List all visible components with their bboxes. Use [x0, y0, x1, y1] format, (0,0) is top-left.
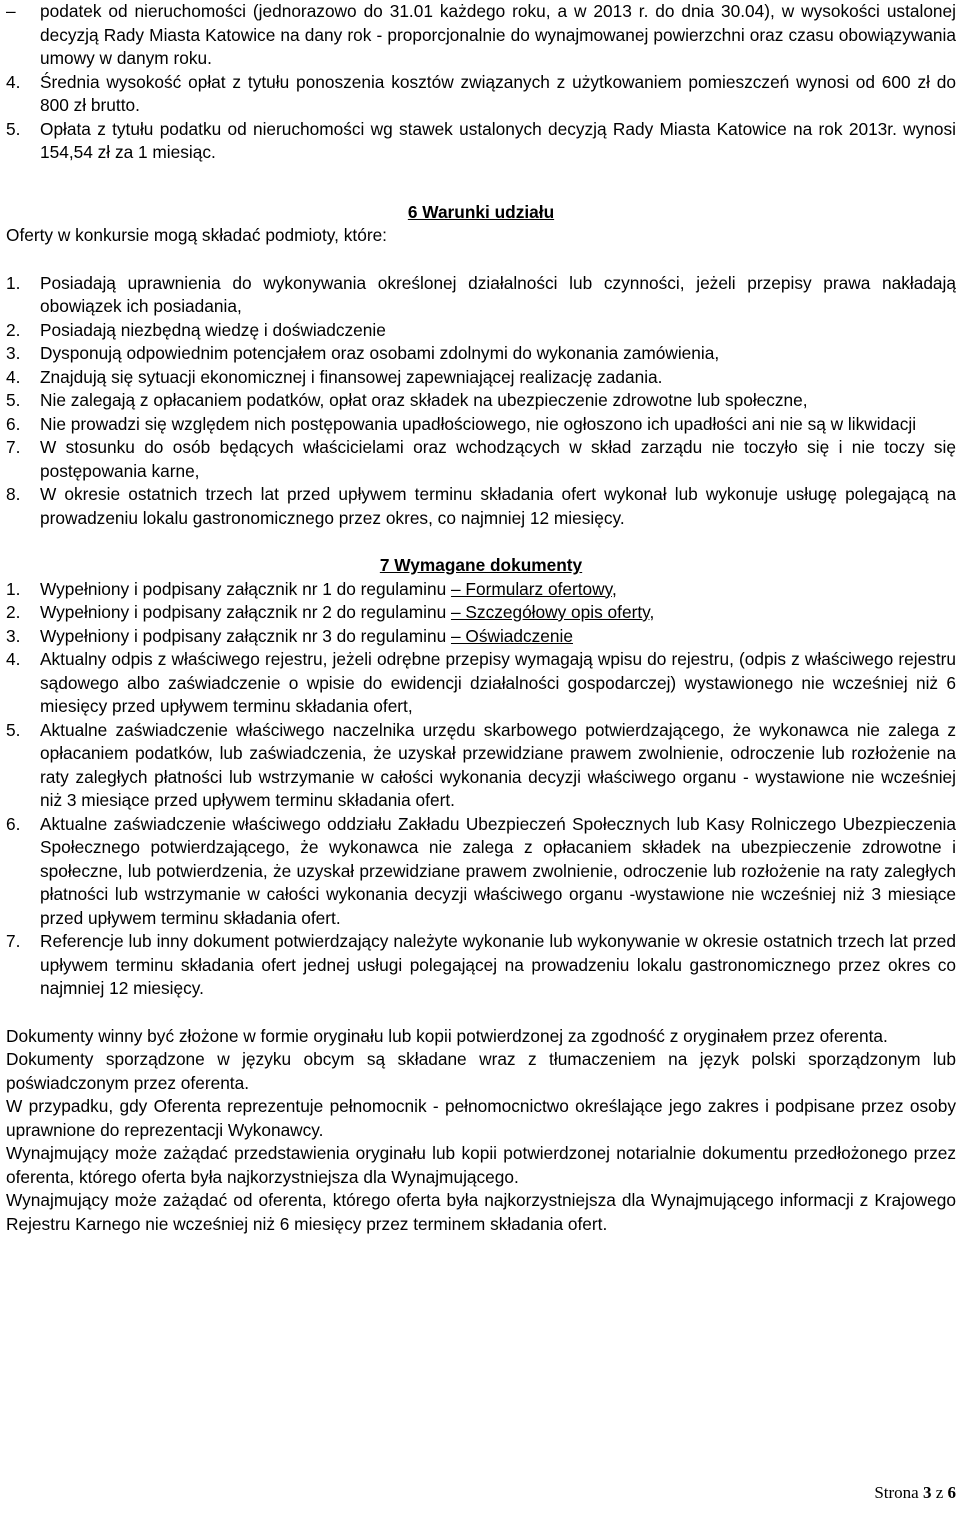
page-number-footer — [874, 1481, 956, 1505]
list-item — [6, 389, 956, 413]
list-item — [6, 813, 956, 931]
list-item-text: Nie zalegają z opłacaniem podatków, opłat oraz składek na ubezpieczenie zdrowotne lub społeczne, — [40, 390, 808, 410]
list-item-text: Dysponują odpowiednim potencjałem oraz osobami zdolnymi do wykonania zamówienia, — [40, 343, 720, 363]
page-separator: z — [935, 1483, 944, 1502]
list-item — [6, 118, 956, 165]
punctuation: , — [649, 602, 655, 622]
section-intro: Oferty w konkursie mogą składać podmioty, które: — [6, 225, 387, 245]
list-item — [6, 648, 956, 719]
list-number: 2. — [6, 319, 21, 340]
list-item — [6, 436, 956, 483]
list-item — [6, 625, 956, 649]
list-item — [6, 413, 956, 437]
document-page — [6, 0, 956, 1236]
list-number: 1. — [6, 272, 21, 293]
list-item-text: Aktualne zaświadczenie właściwego oddziału Zakładu Ubezpieczeń Społecznych lub Kasy Rolniczego Ubezpieczenia Społecznego potwierdzającego, że wykonawca nie zalega z opłacaniem składek na ubezpieczenie zdrowotne i społeczne, lub potwierdzenia, że uzyskał przewidziane prawem zwolnienie, odroczenie lub rozłożenie na raty zaległych płatności lub wstrzymanie w całości wykonania decyzji właściwego organu -wystawione nie wcześniej niż 3 miesiące przed upływem terminu składania ofert. — [40, 813, 956, 928]
annex-title: – Oświadczenie — [450, 625, 573, 646]
list-number: 4. — [6, 366, 21, 387]
list-number: 7. — [6, 931, 21, 951]
list-item — [6, 319, 956, 343]
paragraph: Wynajmujący może zażądać przedstawienia oryginału lub kopii potwierdzonej notarialnie dokumentu przedłożonego przez oferenta, którego oferta była najkorzystniejsza dla Wynajmującego. — [6, 1143, 956, 1187]
list-item — [6, 0, 956, 71]
section-heading: 6 Warunki udziału — [407, 201, 555, 222]
list-number: 1. — [6, 578, 21, 599]
paragraph: Wynajmujący może zażądać od oferenta, którego oferta była najkorzystniejsza dla Wynajmującego informacji z Krajowego Rejestru Karnego nie wcześniej niż 6 miesięcy przez terminem składania ofert. — [6, 1190, 956, 1234]
list-item-text: Aktualny odpis z właściwego rejestru, jeżeli odrębne przepisy wymagają wpisu do rejestru, (odpis z właściwego rejestru sądowego albo zaświadczenie o wpisie do ewidencji działalności gospodarczej) wystawionego nie wcześniej niż 6 miesięcy przed upływem terminu składania ofert, — [40, 649, 956, 716]
list-number: 4. — [6, 649, 21, 669]
list-number: 3. — [6, 343, 21, 363]
list-item-text: Nie prowadzi się względem nich postępowania upadłościowego, nie ogłoszono ich upadłości ani nie są w likwidacji — [40, 413, 917, 434]
list-item-text: Wypełniony i podpisany załącznik nr 2 do regulaminu — [40, 602, 451, 622]
list-item — [6, 366, 956, 390]
list-item — [6, 930, 956, 1001]
list-number: 3. — [6, 625, 21, 646]
list-item — [6, 601, 956, 625]
dash-marker: – — [6, 1, 16, 21]
list-number: 7. — [6, 437, 21, 457]
list-item — [6, 578, 956, 602]
list-item-text: Średnia wysokość opłat z tytułu ponoszenia kosztów związanych z użytkowaniem pomieszczeń wynosi od 600 zł do 800 zł brutto. — [40, 71, 956, 115]
annex-title: – Formularz ofertowy — [450, 578, 612, 599]
current-page: 3 — [922, 1483, 932, 1502]
list-number: 5. — [6, 390, 21, 410]
list-item-text: Posiadają uprawnienia do wykonywania określonej działalności lub czynności, jeżeli przepisy prawa nakładają obowiązek ich posiadania, — [40, 272, 956, 316]
list-item-text: Posiadają niezbędną wiedzę i doświadczenie — [40, 319, 386, 340]
total-pages: 6 — [947, 1483, 956, 1502]
list-item-text: podatek od nieruchomości (jednorazowo do 31.01 każdego roku, a w 2013 r. do dnia 30.04), w wysokości ustalonej decyzją Rady Miasta Katowice na dany rok - proporcjonalnie do wynajmowanej powierzchni oraz czasu obowiązywania umowy w danym roku. — [40, 1, 956, 68]
list-item-text: W okresie ostatnich trzech lat przed upływem terminu składania ofert wykonał lub wykonuje usługę polegającą na prowadzeniu lokalu gastronomicznego przez okres, co najmniej 12 miesięcy. — [40, 484, 956, 528]
paragraph: Dokumenty winny być złożone w formie oryginału lub kopii potwierdzonej za zgodność z oryginałem przez oferenta. — [6, 1025, 888, 1046]
punctuation: , — [612, 578, 617, 599]
list-item — [6, 272, 956, 319]
list-number: 6. — [6, 413, 21, 434]
list-number: 6. — [6, 813, 21, 834]
paragraph: W przypadku, gdy Oferenta reprezentuje pełnomocnik - pełnomocnictwo określające jego zakres i podpisane przez osoby uprawnione do reprezentacji Wykonawcy. — [6, 1096, 956, 1140]
list-item — [6, 719, 956, 813]
list-item-text: W stosunku do osób będących właścicielami oraz wchodzących w skład zarządu nie toczyło się i nie toczy się postępowania karne, — [40, 437, 956, 481]
list-item-text: Wypełniony i podpisany załącznik nr 3 do regulaminu — [40, 625, 451, 646]
section-heading: 7 Wymagane dokumenty — [379, 555, 583, 575]
list-item-text: Wypełniony i podpisany załącznik nr 1 do regulaminu — [40, 578, 451, 599]
list-number: 4. — [6, 71, 21, 92]
list-number: 5. — [6, 118, 21, 139]
list-number: 8. — [6, 484, 21, 504]
list-number: 2. — [6, 602, 21, 622]
list-item-text: Opłata z tytułu podatku od nieruchomości wg stawek ustalonych decyzją Rady Miasta Katowice na rok 2013r. wynosi 154,54 zł za 1 miesiąc. — [40, 118, 956, 162]
list-item-text: Referencje lub inny dokument potwierdzający należyte wykonanie lub wykonywanie w okresie ostatnich trzech lat przed upływem terminu składania ofert jednej usługi polegającej na prowadzeniu lokalu gastronomicznego przez okres co najmniej 12 miesięcy. — [40, 931, 956, 998]
page-label: Strona — [874, 1483, 919, 1502]
list-item — [6, 71, 956, 118]
annex-title: – Szczegółowy opis oferty — [450, 602, 650, 622]
list-item-text: Znajdują się sytuacji ekonomicznej i finansowej zapewniającej realizację zadania. — [40, 366, 663, 387]
list-item-text: Aktualne zaświadczenie właściwego naczelnika urzędu skarbowego potwierdzającego, że wykonawca nie zalega z opłacaniem podatków, lub zaświadczenia, że uzyskał przewidziane prawem zwolnienie, odroczenie lub rozłożenie na raty zaległych płatności lub wstrzymanie w całości wykonania decyzji właściwego organu - wystawione nie wcześniej niż 3 miesiące przed upływem terminu składania ofert. — [40, 719, 956, 810]
list-item — [6, 342, 956, 366]
paragraph: Dokumenty sporządzone w języku obcym są składane wraz z tłumaczeniem na język polski sporządzonym lub poświadczonym przez oferenta. — [6, 1049, 956, 1093]
list-item — [6, 483, 956, 530]
list-number: 5. — [6, 719, 21, 740]
